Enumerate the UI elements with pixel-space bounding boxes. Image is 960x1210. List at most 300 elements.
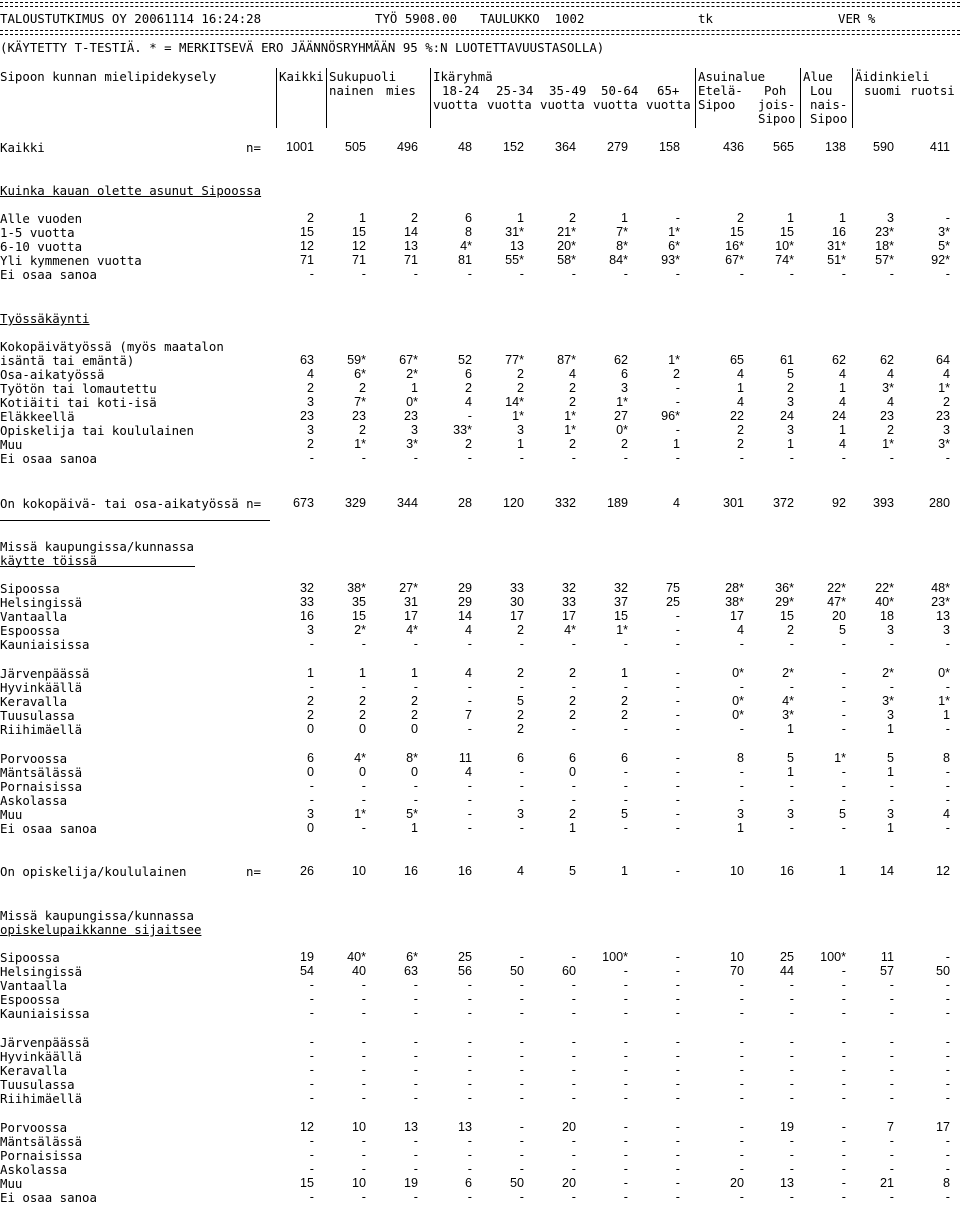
row-label: Hyvinkäällä [0, 680, 83, 695]
table-cell: 2 [568, 666, 576, 680]
row-label: On kokopäivä- tai osa-aikatyössä n= [0, 496, 262, 511]
table-cell: - [519, 680, 524, 694]
table-cell: 65 [729, 353, 744, 367]
table-cell: 1 [786, 722, 794, 736]
row-label: Osa-aikatyössä [0, 367, 105, 382]
table-cell: - [841, 978, 846, 992]
table-cell: 32 [561, 581, 576, 595]
table-cell: - [889, 779, 894, 793]
table-cell: - [623, 793, 628, 807]
table-cell: - [361, 1190, 366, 1204]
table-cell: 2 [358, 694, 366, 708]
table-cell: - [739, 1035, 744, 1049]
table-cell: - [789, 793, 794, 807]
table-cell: - [361, 793, 366, 807]
table-cell: - [309, 1049, 314, 1063]
table-cell: 2 [568, 807, 576, 821]
table-cell: - [309, 1134, 314, 1148]
table-cell: 62 [831, 353, 846, 367]
table-cell: 2 [306, 381, 314, 395]
table-cell: 2 [786, 381, 794, 395]
table-cell: - [739, 1077, 744, 1091]
table-cell: - [889, 1091, 894, 1105]
table-cell: 1 [672, 437, 680, 451]
table-cell: - [361, 1077, 366, 1091]
table-cell: 4 [736, 367, 744, 381]
table-cell: - [519, 1148, 524, 1162]
table-cell: 344 [396, 496, 418, 510]
table-cell: - [841, 992, 846, 1006]
row-label: Helsingissä [0, 595, 83, 610]
table-cell: - [739, 451, 744, 465]
table-cell: 1 [886, 821, 894, 835]
table-cell: - [945, 722, 950, 736]
table-cell: 1 [838, 381, 846, 395]
table-cell: - [623, 722, 628, 736]
row-label: Askolassa [0, 1162, 68, 1177]
table-cell: 301 [722, 496, 744, 510]
row-label: Kauniaisissa [0, 1006, 90, 1021]
row-label: Sipoossa [0, 950, 60, 965]
table-cell: 4 [464, 395, 472, 409]
table-cell: 23* [875, 225, 894, 239]
table-cell: 63 [299, 353, 314, 367]
table-cell: 1 [568, 821, 576, 835]
row-label: Ei osaa sanoa [0, 451, 97, 466]
table-cell: 1 [942, 708, 950, 722]
row-label: Ei osaa sanoa [0, 267, 97, 282]
table-cell: - [467, 1006, 472, 1020]
table-cell: - [739, 1134, 744, 1148]
table-cell: - [675, 978, 680, 992]
table-cell: - [309, 451, 314, 465]
table-cell: - [413, 992, 418, 1006]
table-cell: 2 [516, 708, 524, 722]
table-cell: - [739, 680, 744, 694]
row-label: isäntä tai emäntä) [0, 353, 135, 368]
sub-north: Poh [764, 83, 787, 98]
table-cell: 15 [299, 1176, 314, 1190]
table-cell: - [571, 637, 576, 651]
table-cell: - [467, 637, 472, 651]
table-cell: - [841, 1063, 846, 1077]
table-cell: 279 [606, 140, 628, 154]
table-cell: - [623, 821, 628, 835]
table-cell: - [361, 680, 366, 694]
row-label: Missä kaupungissa/kunnassa [0, 908, 194, 923]
table-cell: - [739, 978, 744, 992]
table-cell: - [675, 992, 680, 1006]
table-cell: 0* [732, 708, 744, 722]
table-cell: 3* [938, 225, 950, 239]
table-cell: - [739, 1162, 744, 1176]
table-cell: - [841, 1006, 846, 1020]
row-label: 6-10 vuotta [0, 239, 83, 254]
table-cell: - [789, 1091, 794, 1105]
table-cell: 18 [879, 609, 894, 623]
table-cell: - [841, 821, 846, 835]
table-cell: 17 [403, 609, 418, 623]
table-cell: - [945, 950, 950, 964]
table-cell: 14 [457, 609, 472, 623]
table-cell: 0* [732, 666, 744, 680]
table-cell: - [739, 722, 744, 736]
table-cell: - [675, 864, 680, 878]
table-cell: 2* [782, 666, 794, 680]
table-cell: 15 [299, 225, 314, 239]
table-cell: - [675, 765, 680, 779]
table-cell: - [841, 451, 846, 465]
table-cell: - [675, 623, 680, 637]
table-cell: 4 [838, 437, 846, 451]
table-cell: - [571, 722, 576, 736]
table-cell: - [571, 1049, 576, 1063]
table-cell: 0* [406, 395, 418, 409]
table-cell: 7 [464, 708, 472, 722]
sub-swedish: ruotsi [910, 83, 955, 98]
table-cell: 14 [879, 864, 894, 878]
table-cell: - [467, 722, 472, 736]
table-cell: - [309, 637, 314, 651]
table-cell: - [789, 637, 794, 651]
row-label: Espoossa [0, 992, 60, 1007]
row-label: Muu [0, 807, 23, 822]
table-cell: 505 [344, 140, 366, 154]
table-cell: - [945, 1035, 950, 1049]
table-cell: 40 [351, 964, 366, 978]
table-cell: 4 [464, 666, 472, 680]
table-cell: - [889, 978, 894, 992]
table-cell: - [739, 779, 744, 793]
table-cell: - [945, 680, 950, 694]
table-cell: 1* [834, 751, 846, 765]
table-cell: - [623, 1091, 628, 1105]
table-cell: - [413, 680, 418, 694]
table-cell: - [519, 267, 524, 281]
table-cell: - [675, 381, 680, 395]
table-cell: - [841, 793, 846, 807]
row-label: Kokopäivätyössä (myös maatalon [0, 339, 224, 354]
table-cell: 1 [736, 381, 744, 395]
table-cell: - [841, 680, 846, 694]
table-cell: 2 [736, 423, 744, 437]
table-cell: - [675, 751, 680, 765]
table-cell: - [571, 1091, 576, 1105]
table-cell: - [309, 793, 314, 807]
table-cell: 3 [886, 623, 894, 637]
section-heading: opiskelupaikkanne sijaitsee [0, 922, 202, 937]
table-cell: 590 [872, 140, 894, 154]
table-cell: - [789, 1063, 794, 1077]
table-cell: - [739, 1148, 744, 1162]
table-cell: - [675, 680, 680, 694]
table-cell: 332 [554, 496, 576, 510]
table-cell: - [889, 793, 894, 807]
table-cell: 3 [620, 381, 628, 395]
table-cell: 23 [879, 409, 894, 423]
row-label: Porvoossa [0, 1120, 68, 1135]
row-label: Helsingissä [0, 964, 83, 979]
table-cell: - [519, 1190, 524, 1204]
table-cell: - [739, 267, 744, 281]
table-cell: 10 [729, 864, 744, 878]
table-cell: 0 [358, 722, 366, 736]
table-cell: - [889, 1134, 894, 1148]
table-cell: - [623, 992, 628, 1006]
table-cell: 2 [410, 708, 418, 722]
row-label: Alle vuoden [0, 211, 83, 226]
table-cell: 1* [354, 437, 366, 451]
table-cell: 1 [358, 666, 366, 680]
table-cell: - [889, 1190, 894, 1204]
table-cell: 3 [786, 423, 794, 437]
table-cell: - [675, 1077, 680, 1091]
table-cell: 2 [358, 381, 366, 395]
table-cell: - [945, 1063, 950, 1077]
table-cell: 16 [403, 864, 418, 878]
table-cell: 70 [729, 964, 744, 978]
table-cell: - [675, 1049, 680, 1063]
table-cell: 158 [658, 140, 680, 154]
table-cell: 12 [299, 239, 314, 253]
table-cell: - [467, 1190, 472, 1204]
table-cell: - [739, 1091, 744, 1105]
group-total: Kaikki [279, 69, 324, 84]
table-cell: - [413, 1077, 418, 1091]
table-cell: - [889, 1077, 894, 1091]
table-cell: - [413, 1190, 418, 1204]
table-cell: - [467, 680, 472, 694]
table-cell: 2 [736, 437, 744, 451]
table-cell: - [361, 779, 366, 793]
table-cell: - [413, 793, 418, 807]
table-cell: 5 [620, 807, 628, 821]
table-cell: - [789, 1006, 794, 1020]
table-cell: 23* [931, 595, 950, 609]
table-cell: 4 [516, 864, 524, 878]
table-cell: 55* [505, 253, 524, 267]
table-cell: 62 [613, 353, 628, 367]
row-label: Hyvinkäällä [0, 1049, 83, 1064]
table-cell: 4* [782, 694, 794, 708]
table-cell: 4 [886, 395, 894, 409]
table-cell: - [945, 779, 950, 793]
table-cell: 2 [568, 437, 576, 451]
table-cell: 1 [786, 437, 794, 451]
table-cell: 27 [613, 409, 628, 423]
sub-southwest: Lou [810, 83, 833, 98]
table-cell: - [623, 1148, 628, 1162]
table-cell: - [309, 779, 314, 793]
group-age: Ikäryhmä [433, 69, 493, 84]
table-cell: - [675, 694, 680, 708]
table-cell: 13 [403, 1120, 418, 1134]
table-cell: 17 [935, 1120, 950, 1134]
table-cell: 48* [931, 581, 950, 595]
table-cell: 22 [729, 409, 744, 423]
table-cell: - [841, 1134, 846, 1148]
table-cell: 1* [882, 437, 894, 451]
table-cell: 5* [406, 807, 418, 821]
table-cell: - [413, 1091, 418, 1105]
table-cell: 2* [406, 367, 418, 381]
base-n-marker: n= [246, 864, 261, 879]
table-cell: 3 [886, 211, 894, 225]
table-cell: 2 [620, 708, 628, 722]
table-cell: - [309, 978, 314, 992]
table-cell: - [623, 451, 628, 465]
table-cell: - [945, 821, 950, 835]
table-cell: 2 [516, 722, 524, 736]
table-cell: 17 [509, 609, 524, 623]
table-cell: 4 [838, 395, 846, 409]
table-cell: 12 [935, 864, 950, 878]
table-cell: - [675, 779, 680, 793]
table-cell: 1* [668, 225, 680, 239]
table-cell: - [519, 451, 524, 465]
table-cell: - [413, 451, 418, 465]
table-cell: 31* [505, 225, 524, 239]
table-cell: 15 [779, 609, 794, 623]
table-cell: 2 [516, 623, 524, 637]
table-cell: - [623, 1063, 628, 1077]
table-cell: 14* [505, 395, 524, 409]
table-cell: 2 [568, 395, 576, 409]
table-cell: 10 [729, 950, 744, 964]
table-cell: 2 [736, 211, 744, 225]
table-cell: - [467, 1035, 472, 1049]
table-cell: 16* [725, 239, 744, 253]
table-cell: - [623, 1120, 628, 1134]
table-cell: 2* [354, 623, 366, 637]
row-label: Riihimäellä [0, 722, 83, 737]
table-cell: 61 [779, 353, 794, 367]
table-cell: - [675, 395, 680, 409]
table-cell: - [519, 765, 524, 779]
table-cell: 14 [403, 225, 418, 239]
table-cell: 1 [620, 666, 628, 680]
table-cell: - [789, 680, 794, 694]
table-cell: 0* [732, 694, 744, 708]
table-cell: 54 [299, 964, 314, 978]
table-cell: 2 [410, 211, 418, 225]
table-cell: - [675, 722, 680, 736]
table-cell: 3 [410, 423, 418, 437]
table-cell: 16 [457, 864, 472, 878]
sub-south: Etelä- [698, 83, 743, 98]
table-cell: - [571, 267, 576, 281]
table-cell: - [945, 1134, 950, 1148]
table-cell: - [519, 1077, 524, 1091]
row-label: Askolassa [0, 793, 68, 808]
report-org: TALOUSTUTKIMUS OY 20061114 16:24:28 [0, 11, 262, 26]
table-cell: 62 [879, 353, 894, 367]
table-cell: 29 [457, 581, 472, 595]
table-cell: 0 [306, 821, 314, 835]
table-cell: - [675, 1176, 680, 1190]
row-label: Mäntsälässä [0, 1134, 83, 1149]
table-cell: 2 [464, 437, 472, 451]
table-cell: - [519, 1035, 524, 1049]
table-cell: - [623, 1176, 628, 1190]
table-cell: - [739, 1063, 744, 1077]
table-cell: 21 [879, 1176, 894, 1190]
table-cell: - [571, 1063, 576, 1077]
table-cell: 1* [512, 409, 524, 423]
table-cell: - [675, 637, 680, 651]
table-cell: 13 [935, 609, 950, 623]
table-cell: 2 [306, 437, 314, 451]
table-cell: - [789, 267, 794, 281]
table-cell: - [467, 409, 472, 423]
row-label: Missä kaupungissa/kunnassa [0, 539, 194, 554]
table-cell: 1 [786, 765, 794, 779]
table-cell: - [789, 1162, 794, 1176]
table-cell: - [519, 1091, 524, 1105]
row-label: On opiskelija/koululainen [0, 864, 187, 879]
table-cell: - [309, 680, 314, 694]
table-cell: 3* [782, 708, 794, 722]
table-cell: 44 [779, 964, 794, 978]
table-cell: 1 [886, 765, 894, 779]
table-cell: 58* [557, 253, 576, 267]
table-cell: - [841, 694, 846, 708]
table-cell: 1* [564, 409, 576, 423]
row-label: Muu [0, 1176, 23, 1191]
table-cell: 15 [351, 225, 366, 239]
table-cell: 20 [729, 1176, 744, 1190]
table-cell: - [789, 1049, 794, 1063]
table-cell: - [841, 1077, 846, 1091]
row-label: Mäntsälässä [0, 765, 83, 780]
table-cell: 56 [457, 964, 472, 978]
sub-years: vuotta [646, 97, 691, 112]
table-cell: 1 [886, 722, 894, 736]
table-cell: - [571, 1006, 576, 1020]
table-cell: 47* [827, 595, 846, 609]
table-cell: - [739, 1049, 744, 1063]
table-cell: 7 [886, 1120, 894, 1134]
table-cell: 4 [568, 367, 576, 381]
table-cell: 2 [672, 367, 680, 381]
table-cell: - [413, 779, 418, 793]
table-cell: - [571, 680, 576, 694]
table-cell: - [739, 637, 744, 651]
table-cell: 29* [775, 595, 794, 609]
table-cell: - [675, 1063, 680, 1077]
row-label: Muu [0, 437, 23, 452]
table-cell: 2* [882, 666, 894, 680]
table-cell: 0* [616, 423, 628, 437]
group-area: Alue [803, 69, 833, 84]
table-cell: - [519, 821, 524, 835]
table-cell: - [413, 978, 418, 992]
table-cell: 2 [410, 694, 418, 708]
table-cell: - [623, 978, 628, 992]
table-cell: - [675, 609, 680, 623]
table-cell: 2 [516, 367, 524, 381]
table-cell: - [675, 451, 680, 465]
table-cell: - [361, 992, 366, 1006]
table-cell: - [467, 1063, 472, 1077]
sub-years: vuotta [487, 97, 532, 112]
table-cell: 152 [502, 140, 524, 154]
table-cell: - [889, 637, 894, 651]
table-cell: - [571, 779, 576, 793]
table-cell: 1 [838, 423, 846, 437]
table-cell: - [361, 1091, 366, 1105]
table-cell: - [789, 1190, 794, 1204]
